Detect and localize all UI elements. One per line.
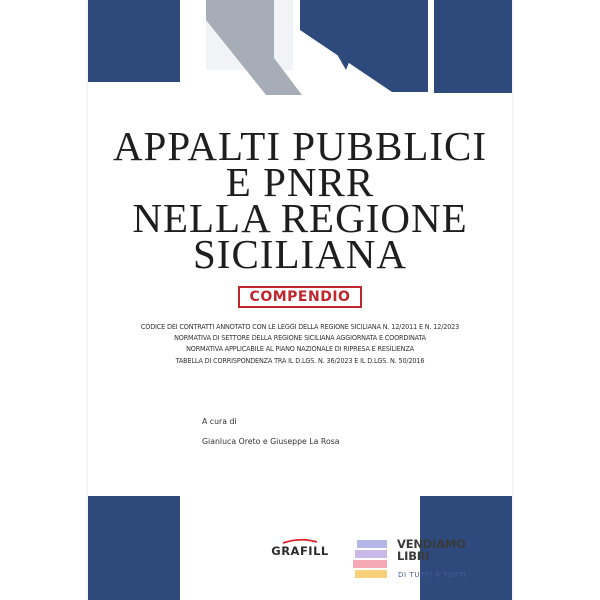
vendiamo-libri-watermark [353, 532, 503, 592]
cover-description [88, 321, 512, 366]
description-line-1: CODICE DEI CONTRATTI ANNOTATO CON LE LEGGI DELLA REGIONE SICILIANA N. 12/2011 E N. 12/2023 [140, 322, 460, 331]
watermark-line-2: LIBRI [397, 549, 430, 563]
description-line-3: NORMATIVA APPLICABILE AL PIANO NAZIONALE DI RIPRESA E RESILIENZA [186, 344, 414, 354]
description-line-4: TABELLA DI CORRISPONDENZA TRA IL D.LGS. N. 36/2023 E IL D.LGS. N. 50/2016 [175, 355, 425, 365]
books-stack-icon [353, 534, 389, 590]
title-line-2: E PNRR [225, 159, 375, 205]
title-line-1: APPALTI PUBBLICI [112, 123, 488, 169]
compendio-badge: COMPENDIO [238, 286, 362, 308]
description-line-2: NORMATIVA DI SETTORE DELLA REGIONE SICILIANA AGGIORNATA E COORDINATA [174, 333, 426, 343]
watermark-tagline: DI TUTTI A TUTTI [398, 571, 467, 579]
publisher-logo: GRAFILL [271, 544, 329, 558]
top-right-blue-shape [300, 0, 512, 95]
title-line-4: SICILIANA [193, 231, 407, 277]
curators-block [202, 416, 422, 447]
curated-by-label: A cura di [202, 417, 237, 426]
watermark-line-1: VENDIAMO [397, 537, 466, 551]
book-title [88, 123, 512, 277]
top-left-blue-block [88, 0, 180, 82]
authors-names: Gianluca Oreto e Giuseppe La Rosa [202, 437, 340, 446]
book-cover [88, 0, 512, 600]
title-line-3: NELLA REGIONE [132, 195, 468, 241]
bottom-left-blue-block [88, 496, 180, 600]
